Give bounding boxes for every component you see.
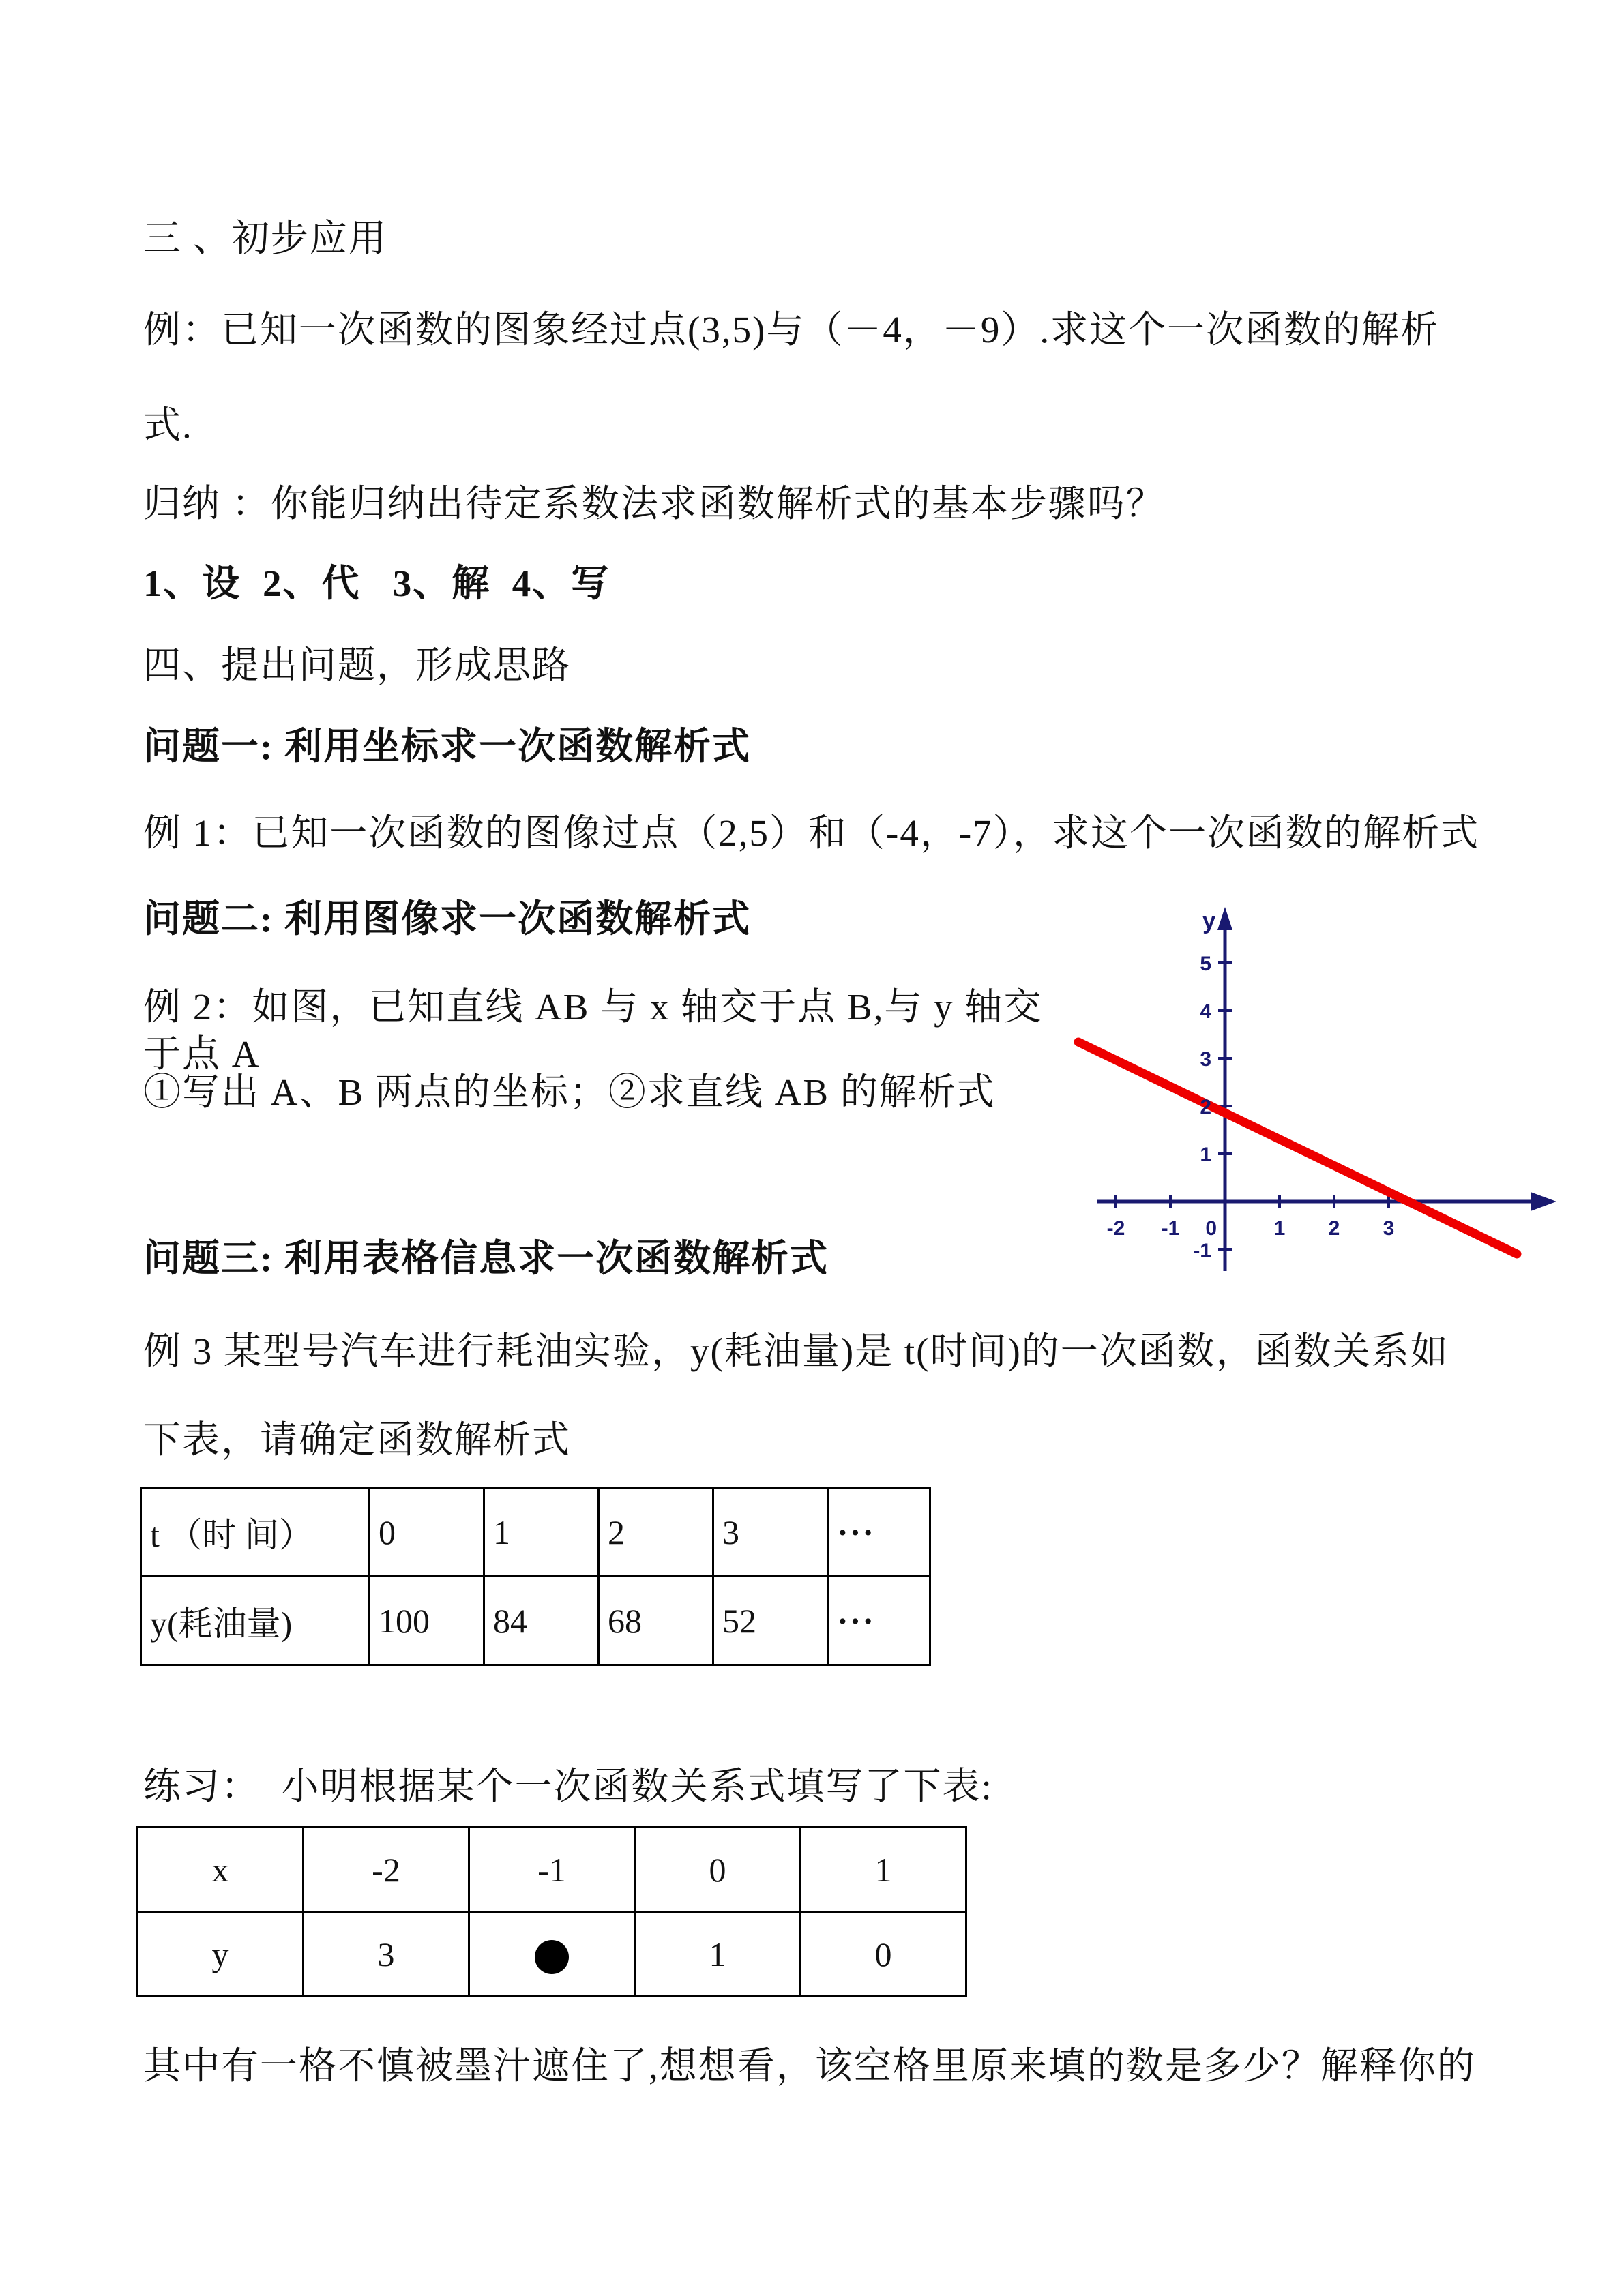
table-cell: 3 [713,1488,828,1577]
table-cell: x [138,1828,304,1912]
table-cell: 0 [801,1912,966,1997]
table-cell: 84 [484,1577,599,1665]
table-header-time: t （时 间） [141,1488,370,1577]
table-row-y [138,1912,966,1997]
x-tick-label-2: 2 [1328,1217,1340,1240]
practice-prompt: 练习： 小明根据某个一次函数关系式填写了下表: [143,1765,993,1807]
table-cell-ink-blot [469,1912,635,1997]
table-cell: -1 [469,1828,635,1912]
question-three-example-line2: 下表，请确定函数解析式 [143,1419,572,1461]
induction-question: 归纳 ：你能归纳出待定系数法求函数解析式的基本步骤吗？ [143,483,1165,524]
table-cell: 52 [713,1577,828,1665]
x-tick-label-3: 3 [1383,1217,1395,1240]
y-tick-label-2: 2 [1200,1096,1211,1118]
example-text-line2: 式. [143,404,193,446]
table-cell: 2 [599,1488,713,1577]
x-tick-label-neg1: -1 [1161,1217,1180,1240]
question-one-example: 例 1：已知一次函数的图像过点（2,5）和（-4，-7），求这个一次函数的解析式 [143,812,1480,854]
coordinate-graph [1061,897,1607,1296]
x-tick-label-neg2: -2 [1106,1217,1125,1240]
ink-blot-icon [535,1940,569,1974]
table-cell: y [138,1912,304,1997]
question-two-example-line2: ①写出 A、B 两点的坐标；②求直线 AB 的解析式 [143,1071,996,1113]
question-two-example-line1: 例 2：如图，已知直线 AB 与 x 轴交于点 B,与 y 轴交于点 A [143,986,1043,1075]
line-ab [1078,1042,1517,1254]
table-cell: 1 [801,1828,966,1912]
table-row-x [138,1828,966,1912]
example-text-line1: 例：已知一次函数的图象经过点(3,5)与（－4，－9）.求这个一次函数的解析 [143,309,1440,351]
heading-section-three: 三 、初步应用 [143,218,387,259]
coordinate-graph-svg [1061,897,1607,1296]
table-row-fuel [141,1577,930,1665]
table-header-fuel: y(耗油量) [141,1577,370,1665]
heading-question-one: 问题一: 利用坐标求一次函数解析式 [143,726,752,767]
origin-label: 0 [1205,1217,1217,1240]
heading-section-four: 四、提出问题，形成思路 [143,644,572,686]
y-tick-label-4: 4 [1200,1000,1211,1023]
table-cell: -2 [304,1828,469,1912]
x-tick-label-1: 1 [1273,1217,1286,1240]
practice-table [136,1826,967,1997]
question-three-example-line1: 例 3 某型号汽车进行耗油实验，y(耗油量)是 t(时间)的一次函数，函数关系如 [143,1330,1449,1372]
fuel-consumption-table [140,1487,931,1666]
table-cell: 3 [304,1912,469,1997]
table-row-time [141,1488,930,1577]
y-tick-label-3: 3 [1200,1048,1211,1071]
y-axis-label: y [1202,908,1215,934]
heading-question-two: 问题二: 利用图像求一次函数解析式 [143,898,752,940]
x-axis-arrow-icon [1531,1192,1556,1211]
steps-summary: 1、设 2、代 3、解 4、写 [143,563,610,604]
table-cell: 0 [635,1828,801,1912]
table-cell: 100 [370,1577,484,1665]
table-cell: 1 [484,1488,599,1577]
y-tick-label-5: 5 [1200,953,1211,975]
table-cell: 1 [635,1912,801,1997]
table-cell: 68 [599,1577,713,1665]
closing-question: 其中有一格不慎被墨汁遮住了,想想看，该空格里原来填的数是多少？解释你的 [143,2045,1476,2087]
table-cell-ellipsis: ··· [828,1488,930,1577]
y-axis-arrow-icon [1217,907,1232,930]
table-cell: 0 [370,1488,484,1577]
y-tick-label-1: 1 [1200,1144,1211,1166]
table-cell-ellipsis: ··· [828,1577,930,1665]
y-tick-label-neg1: -1 [1193,1240,1211,1262]
heading-question-three: 问题三: 利用表格信息求一次函数解析式 [143,1238,829,1279]
